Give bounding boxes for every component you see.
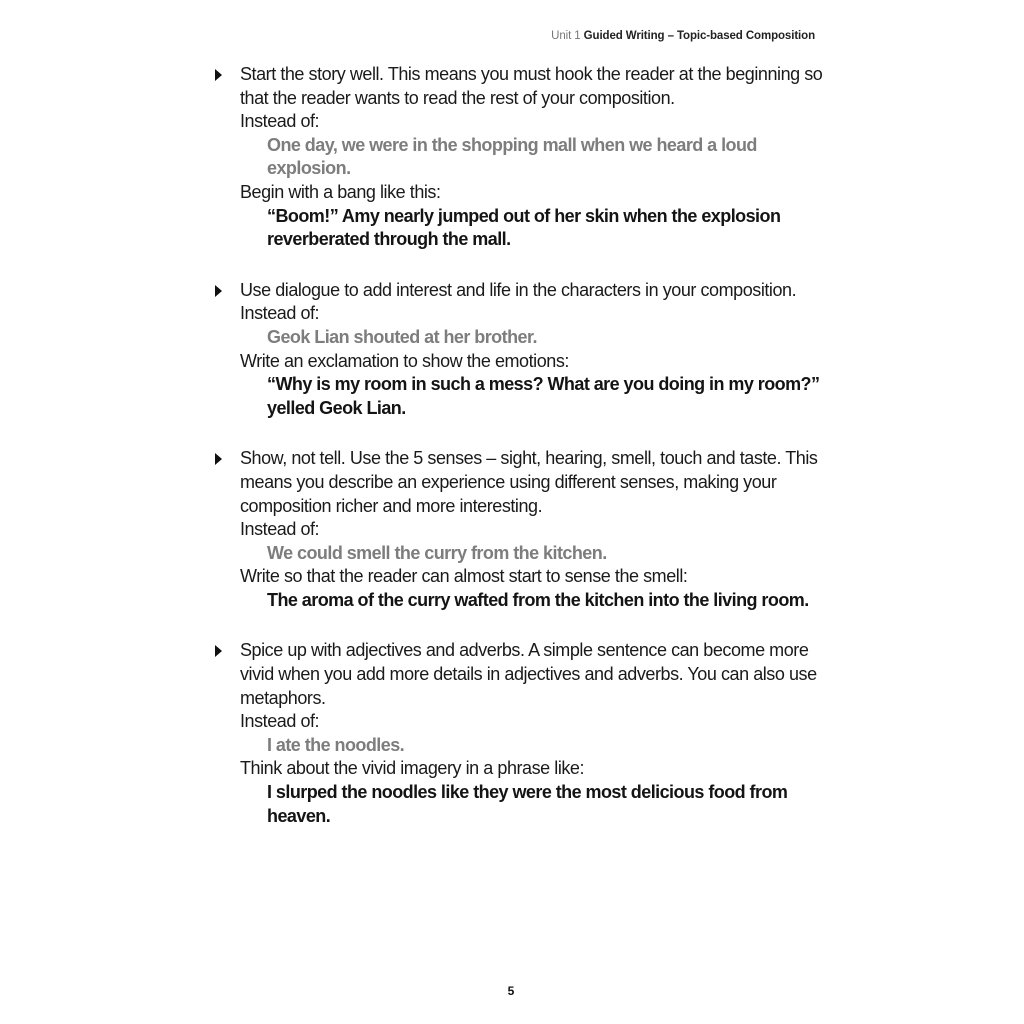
weak-example: One day, we were in the shopping mall when we heard a loud explosion. xyxy=(267,134,757,179)
triangle-bullet-icon xyxy=(215,69,222,81)
chapter-title: Guided Writing – Topic-based Composition xyxy=(583,30,815,42)
instead-label: Instead of: xyxy=(240,303,320,324)
better-label: Write so that the reader can almost start to sense the smell: xyxy=(240,566,688,587)
triangle-bullet-icon xyxy=(215,285,222,297)
page-number-text: 5 xyxy=(507,984,515,998)
triangle-bullet-icon xyxy=(215,645,222,657)
unit-label: Unit 1 xyxy=(551,30,581,42)
strong-example: The aroma of the curry wafted from the kitchen into the living room. xyxy=(267,589,809,610)
tip-item xyxy=(240,639,830,828)
instead-label: Instead of: xyxy=(240,711,320,732)
tip-lead: Show, not tell. Use the 5 senses – sight, hearing, smell, touch and taste. This means you describe an experience using different senses, making your composition richer and more interesting. xyxy=(240,448,818,516)
page-number xyxy=(0,984,1024,998)
strong-example: I slurped the noodles like they were the most delicious food from heaven. xyxy=(267,782,788,826)
tip-item xyxy=(240,63,830,252)
tip-item xyxy=(240,279,830,421)
tips-list xyxy=(240,63,830,855)
weak-example: We could smell the curry from the kitchen. xyxy=(267,542,607,563)
better-label: Begin with a bang like this: xyxy=(240,181,441,202)
triangle-bullet-icon xyxy=(215,453,222,465)
weak-example: I ate the noodles. xyxy=(267,734,405,755)
instead-label: Instead of: xyxy=(240,519,320,540)
instead-label: Instead of: xyxy=(240,111,320,132)
tip-item xyxy=(240,447,830,612)
strong-example: “Why is my room in such a mess? What are you doing in my room?” yelled Geok Lian. xyxy=(267,374,820,418)
better-label: Think about the vivid imagery in a phrase like: xyxy=(240,758,585,779)
tip-lead: Spice up with adjectives and adverbs. A simple sentence can become more vivid when you add more details in adjectives and adverbs. You can also use metaphors. xyxy=(240,640,817,708)
better-label: Write an exclamation to show the emotions: xyxy=(240,350,569,371)
tip-lead: Start the story well. This means you must hook the reader at the beginning so that the reader wants to read the rest of your composition. xyxy=(240,64,823,108)
weak-example: Geok Lian shouted at her brother. xyxy=(267,326,537,347)
strong-example: “Boom!” Amy nearly jumped out of her skin when the explosion reverberated through the mall. xyxy=(267,205,781,250)
tip-lead: Use dialogue to add interest and life in the characters in your composition. xyxy=(240,279,797,300)
running-header xyxy=(551,30,815,42)
